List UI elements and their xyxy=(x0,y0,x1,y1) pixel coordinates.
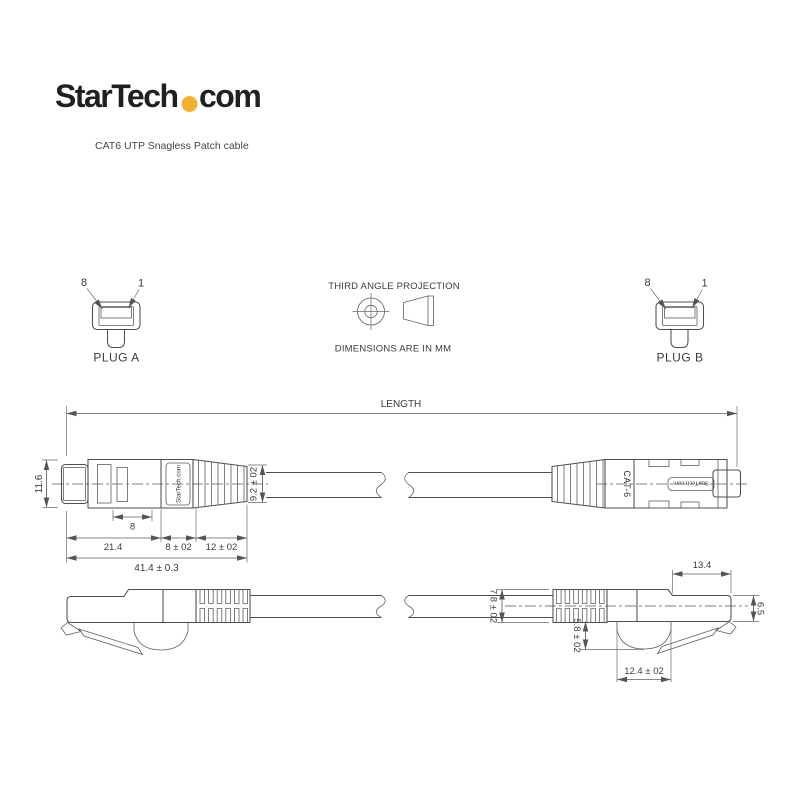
cable-bottom-right-segment xyxy=(409,596,554,618)
plug-b-pin8-label: 8 xyxy=(644,277,651,289)
overall-length-value: 41.4 ± 0.3 xyxy=(134,563,179,574)
plug-a-latch-hook xyxy=(61,623,81,636)
length-dim-label: LENGTH xyxy=(380,399,422,410)
plug-a-label: PLUG A xyxy=(93,350,140,365)
plug-a-pin8-label: 8 xyxy=(80,277,88,289)
latch-depth-value: 5.8 ± 02 xyxy=(571,618,582,653)
cable-break-symbol-right xyxy=(405,473,414,498)
projection-title: THIRD ANGLE PROJECTION xyxy=(328,281,460,292)
plug-b-latch-tab xyxy=(671,330,688,348)
boot-end-height-value: 7.8 ± 02 xyxy=(487,588,499,624)
plug-a-bottom-ribs-top xyxy=(200,590,248,604)
plug-a-contact-pins xyxy=(101,308,132,319)
dim-rear-body-height xyxy=(733,596,766,622)
plug-a-brand-marking: StarTech.com xyxy=(175,465,183,503)
dim-hood-width xyxy=(617,624,671,682)
logo xyxy=(55,78,260,114)
dim-latch-width xyxy=(113,510,152,533)
plug-b-label: PLUG B xyxy=(656,350,704,365)
plug-a-front-view xyxy=(81,277,144,365)
plug-a-snagless-hood xyxy=(134,623,188,651)
hood-width-value: 12.4 ± 02 xyxy=(624,666,664,677)
collar-length-value: 8 ± 02 xyxy=(165,542,192,553)
rear-body-length-ext-lines xyxy=(673,570,732,593)
plug-a-latch-lever xyxy=(79,629,143,655)
projection-centerlines xyxy=(353,293,390,330)
plug-a-pin8-leader-line xyxy=(87,289,103,310)
plug-b-bottom-notch-1 xyxy=(649,501,669,508)
chained-dim-ext-lines xyxy=(67,505,248,563)
plug-b-snagless-hood xyxy=(617,622,671,650)
plug-b-pin1-leader-line xyxy=(692,290,703,309)
plug-b-bottom-notch-2 xyxy=(681,502,699,508)
plug-b-boot-ribs xyxy=(558,460,604,508)
dim-rear-body-length xyxy=(673,560,732,593)
plug-b-top-notch-2 xyxy=(681,460,699,466)
latch-width-ext-lines xyxy=(113,510,152,521)
product-subtitle: CAT6 UTP Snagless Patch cable xyxy=(95,140,249,152)
rear-body-height-value: 6.5 xyxy=(754,601,766,616)
dim-body-length xyxy=(67,538,162,553)
plug-a-bottom-boot xyxy=(196,590,250,623)
plug-b-latch-hook xyxy=(716,622,736,635)
plug-a-pin1-label: 1 xyxy=(137,277,145,290)
plug-b-latch-lever xyxy=(658,628,719,654)
cable-bottom-view-left xyxy=(61,590,385,655)
plug-a-inner-housing xyxy=(99,307,134,326)
plug-b-brand-marking: StarTech.com xyxy=(673,479,709,486)
third-angle-projection-symbol xyxy=(328,281,460,355)
dim-collar-length xyxy=(161,538,196,553)
length-dimension xyxy=(67,399,738,467)
plug-b-pin1-label: 1 xyxy=(701,277,708,290)
rear-body-length-value: 13.4 xyxy=(692,560,712,571)
boot-end-dia-value: 9.2 ± 02 xyxy=(248,466,260,502)
plug-b-front-view xyxy=(644,277,707,365)
plug-a-latch-tab xyxy=(108,330,125,348)
dim-overall-length xyxy=(67,558,248,574)
logo-text-startech: StarTech xyxy=(55,78,178,114)
body-length-value: 21.4 xyxy=(103,542,123,553)
plug-height-value: 11.6 xyxy=(34,474,45,494)
plug-b-inner-housing xyxy=(663,307,698,326)
plug-a-pin1-leader-line xyxy=(129,290,140,309)
plug-b-pin8-leader-line xyxy=(651,289,667,310)
plug-a-bottom-ribs-bottom xyxy=(200,609,248,623)
plug-b-cable-type-marking: CAT-6 xyxy=(622,470,632,498)
plug-b-bottom-body xyxy=(607,590,731,622)
cable-side-view-left xyxy=(52,460,385,509)
cable-left-segment xyxy=(266,473,382,498)
plug-b-bottom-ribs-top xyxy=(557,590,605,604)
logo-dot-icon xyxy=(182,96,198,112)
cable-break-symbol-bottom-right xyxy=(405,596,414,618)
projection-cone xyxy=(404,296,434,326)
side-view-dimensions xyxy=(34,460,267,574)
cable-bottom-left-segment xyxy=(250,596,382,618)
logo-text-com: com xyxy=(199,78,261,114)
units-note: DIMENSIONS ARE IN MM xyxy=(334,343,452,355)
latch-width-value: 8 xyxy=(129,521,136,533)
plug-a-side-latch-window-2 xyxy=(117,468,128,502)
dim-boot-end-dia xyxy=(248,465,267,503)
dim-boot-length xyxy=(196,538,247,553)
plug-b-contact-pins xyxy=(665,308,696,319)
cable-side-view-right xyxy=(405,460,750,509)
plug-b-top-notch-1 xyxy=(649,460,669,467)
boot-length-value: 12 ± 02 xyxy=(205,542,238,553)
cable-break-symbol-left xyxy=(376,473,385,498)
plug-a-bottom-body xyxy=(67,590,196,623)
cable-right-segment xyxy=(409,473,553,498)
cable-break-symbol-bottom-left xyxy=(376,596,385,618)
